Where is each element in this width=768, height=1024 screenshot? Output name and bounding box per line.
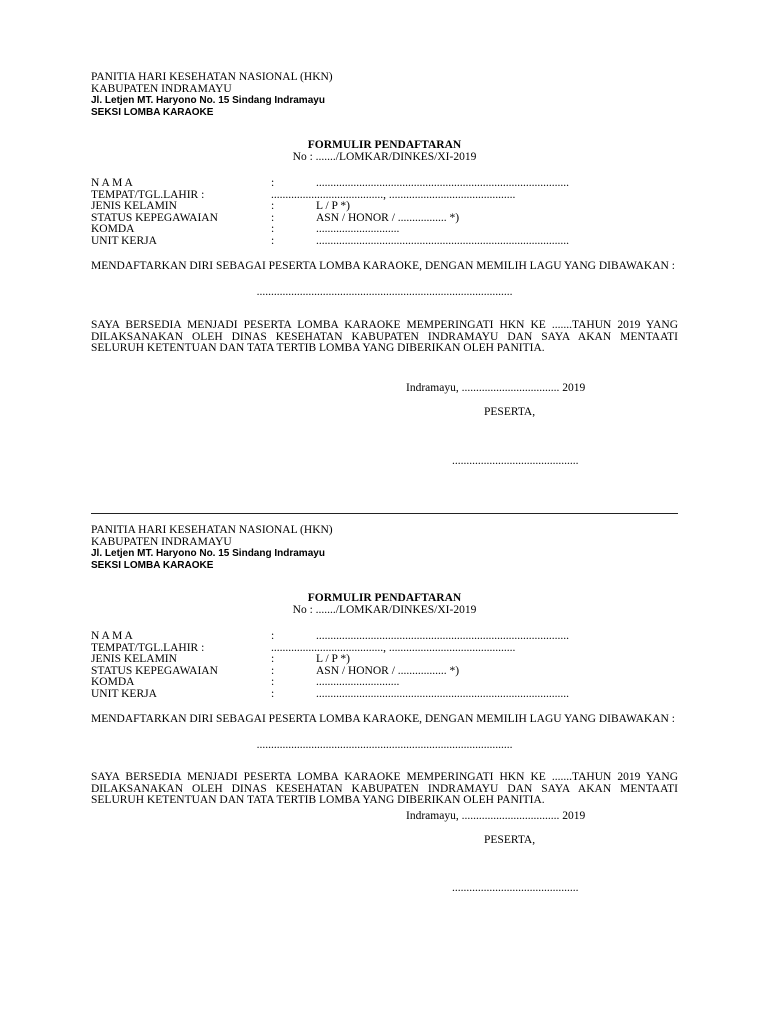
field-label: JENIS KELAMIN [91,653,177,665]
field-row-unit [91,236,678,248]
register-paragraph: MENDAFTARKAN DIRI SEBAGAI PESERTA LOMBA KARAOKE, DENGAN MEMILIH LAGU YANG DIBAWAKAN : [91,713,675,725]
field-value-blank: ......................................., ............................................ [271,641,516,654]
field-value-blank: ............................. [316,223,400,235]
field-value: ASN / HONOR / ................. *) [316,211,460,224]
section-name: SEKSI LOMBA KARAOKE [91,107,214,118]
field-colon: : [271,653,275,665]
committee-address: Jl. Letjen MT. Haryono No. 15 Sindang Indramayu [91,548,325,559]
registration-form-bottom [91,524,678,894]
field-colon: : [271,200,275,212]
field-colon: : [271,664,275,677]
form-number: No : ......./LOMKAR/DINKES/XI-2019 [292,150,477,163]
field-colon: : [271,676,275,688]
field-label: N A M A [91,177,133,189]
field-list [91,631,678,700]
letterhead [91,525,678,572]
form-title: FORMULIR PENDAFTARAN [307,592,462,604]
field-row-komda [91,677,678,689]
field-colon: : [271,223,275,235]
signature-line: ............................................ [452,455,579,467]
signature-role: PESERTA, [484,406,536,418]
cut-divider [91,513,678,514]
field-value-blank: ........................................................................................ [316,177,569,189]
field-row-gender [91,654,678,666]
committee-address: Jl. Letjen MT. Haryono No. 15 Sindang Indramayu [91,95,325,106]
field-row-unit [91,689,678,701]
field-colon: : [271,630,275,642]
field-value-blank: ........................................................................................ [316,234,569,247]
field-list [91,178,678,247]
field-label: N A M A [91,630,133,642]
field-value-blank: ......................................., ............................................ [271,188,516,201]
signature-date: Indramayu, .................................. 2019 [406,382,586,394]
field-value: ASN / HONOR / ................. *) [316,664,460,677]
field-colon: : [271,211,275,224]
signature-date: Indramayu, .................................. 2019 [406,810,586,822]
field-value-blank: ............................. [316,676,400,688]
field-colon: : [271,687,275,700]
committee-name: PANITIA HARI KESEHATAN NASIONAL (HKN) [91,71,333,83]
letterhead [91,72,678,119]
committee-name: PANITIA HARI KESEHATAN NASIONAL (HKN) [91,524,333,536]
form-number: No : ......./LOMKAR/DINKES/XI-2019 [292,603,477,616]
field-row-name [91,178,678,190]
field-label: TEMPAT/TGL.LAHIR : [91,641,205,654]
field-label: TEMPAT/TGL.LAHIR : [91,188,205,201]
registration-form-top [91,71,678,467]
field-value-blank: ........................................................................................ [316,630,569,642]
field-label: KOMDA [91,676,135,688]
regency-name: KABUPATEN INDRAMAYU [91,535,232,548]
statement-paragraph: SAYA BERSEDIA MENJADI PESERTA LOMBA KARAOKE MEMPERINGATI HKN KE .......TAHUN 2019 YANG DILAKSANAKAN OLEH DINAS KESEHATAN KABUPATEN INDRAMAYU DAN SAYA AKAN MENTAATI SELURUH KETENTUAN DAN TATA TERTIB LOMBA YANG DIBERIKAN OLEH PANITIA. [91,771,678,806]
regency-name: KABUPATEN INDRAMAYU [91,82,232,95]
field-label: UNIT KERJA [91,687,157,700]
field-value: L / P *) [316,653,350,665]
register-paragraph: MENDAFTARKAN DIRI SEBAGAI PESERTA LOMBA KARAOKE, DENGAN MEMILIH LAGU YANG DIBAWAKAN : [91,260,675,272]
field-label: KOMDA [91,223,135,235]
field-label: JENIS KELAMIN [91,200,177,212]
form-title: FORMULIR PENDAFTARAN [307,139,462,151]
field-colon: : [271,177,275,189]
field-value: L / P *) [316,200,350,212]
field-row-name [91,631,678,643]
field-colon: : [271,234,275,247]
field-row-birth [91,190,678,202]
field-label: STATUS KEPEGAWAIAN [91,211,218,224]
field-row-birth [91,643,678,655]
signature-role: PESERTA, [484,834,536,846]
field-row-komda [91,224,678,236]
song-blank-line: ......................................................................................... [256,285,513,298]
section-name: SEKSI LOMBA KARAOKE [91,560,214,571]
field-label: STATUS KEPEGAWAIAN [91,664,218,677]
field-label: UNIT KERJA [91,234,157,247]
statement-paragraph: SAYA BERSEDIA MENJADI PESERTA LOMBA KARAOKE MEMPERINGATI HKN KE .......TAHUN 2019 YANG DILAKSANAKAN OLEH DINAS KESEHATAN KABUPATEN INDRAMAYU DAN SAYA AKAN MENTAATI SELURUH KETENTUAN DAN TATA TERTIB LOMBA YANG DIBERIKAN OLEH PANITIA. [91,319,678,354]
song-blank-line: ......................................................................................... [256,738,513,751]
field-row-gender [91,201,678,213]
field-value-blank: ........................................................................................ [316,687,569,700]
signature-line: ............................................ [452,882,579,894]
